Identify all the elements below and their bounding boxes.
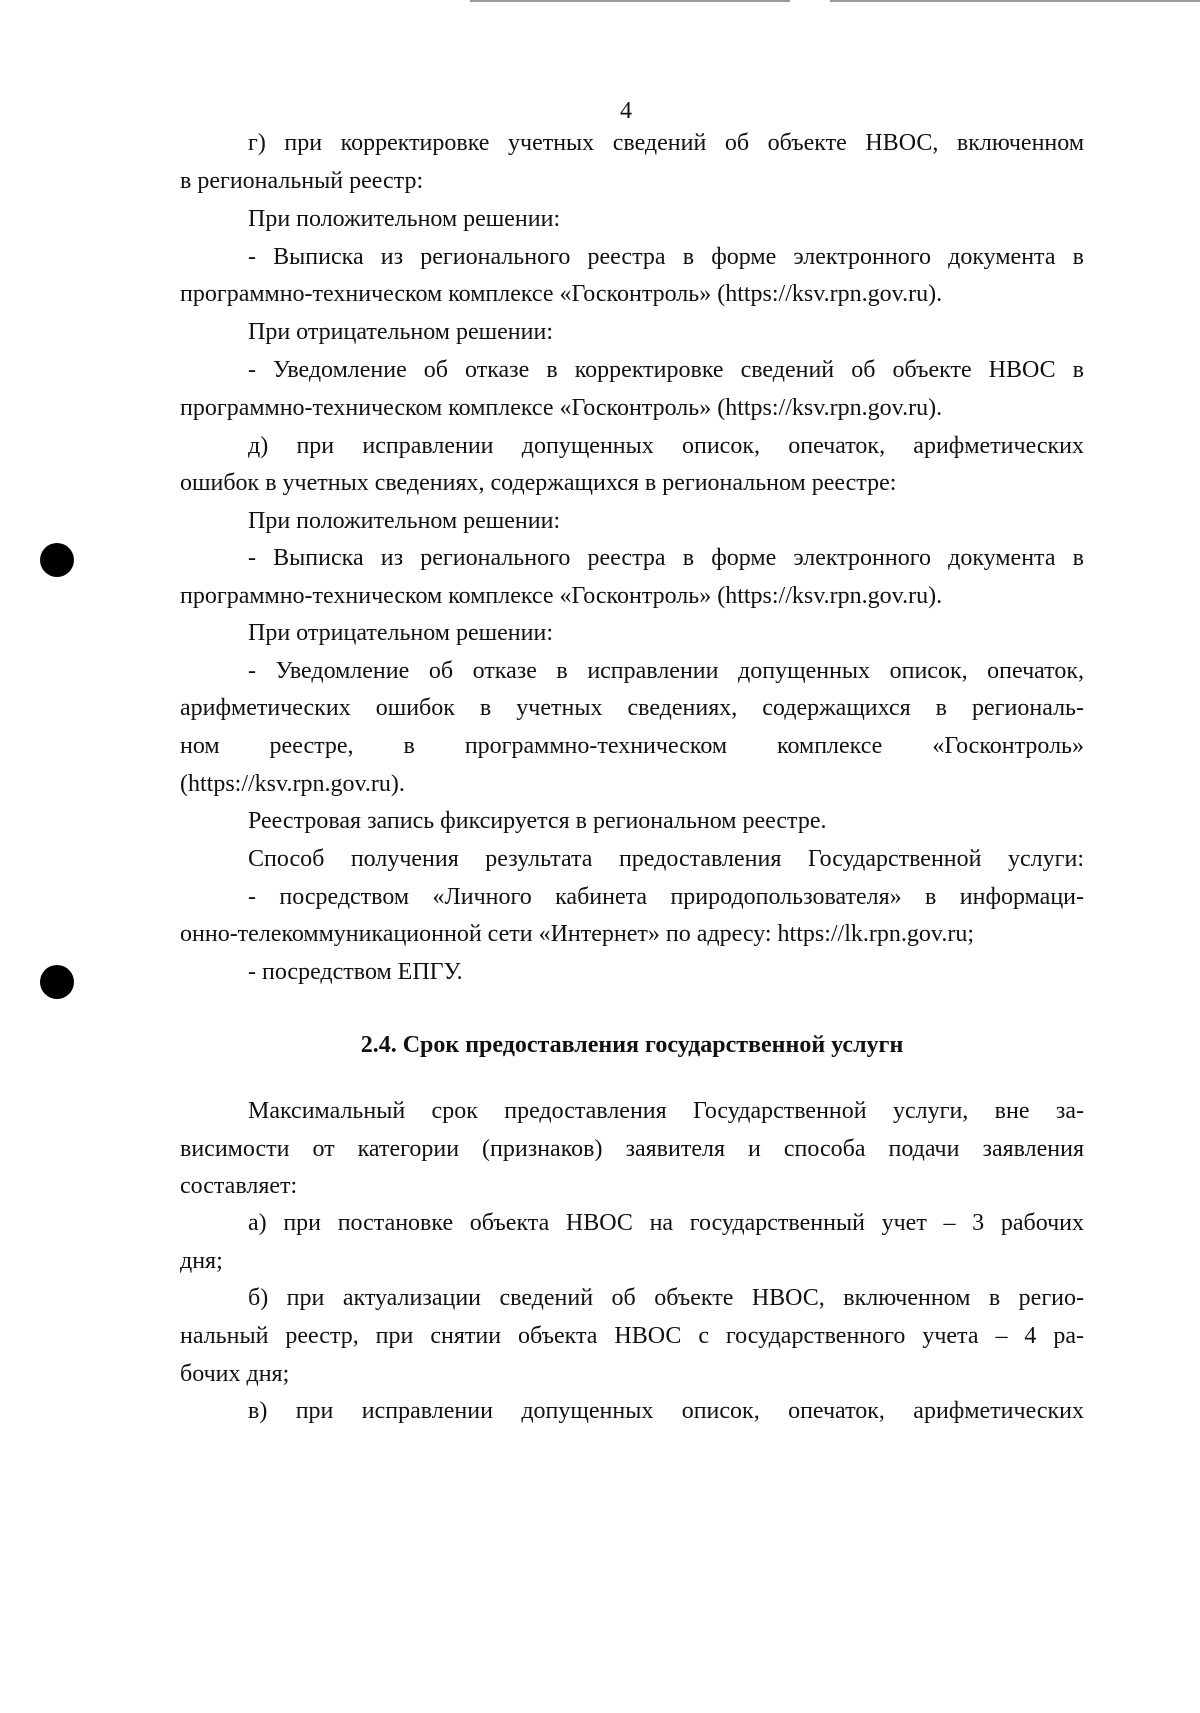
text-line: г) при корректировке учетных сведений об объекте НВОС, включенном bbox=[248, 130, 1084, 156]
text-line: составляет: bbox=[180, 1173, 298, 1199]
text-line: д) при исправлении допущенных описок, опечаток, арифметических bbox=[248, 433, 1084, 459]
section-heading: 2.4. Срок предоставления государственной услугн bbox=[360, 1032, 904, 1058]
punch-hole bbox=[40, 965, 74, 999]
text-line: программно-техническом комплексе «Госконтроль» (https://ksv.rpn.gov.ru). bbox=[180, 583, 943, 609]
text-line: При отрицательном решении: bbox=[248, 620, 553, 646]
text-line: программно-техническом комплексе «Госконтроль» (https://ksv.rpn.gov.ru). bbox=[180, 281, 943, 307]
text-line: - посредством ЕПГУ. bbox=[248, 959, 463, 985]
text-line: в) при исправлении допущенных описок, опечаток, арифметических bbox=[248, 1398, 1084, 1424]
text-line: онно-телекоммуникационной сети «Интернет» по адресу: https://lk.rpn.gov.ru; bbox=[180, 921, 974, 947]
top-rule bbox=[470, 0, 790, 2]
text-line: - Уведомление об отказе в корректировке сведений об объекте НВОС в bbox=[248, 357, 1084, 383]
punch-hole bbox=[40, 543, 74, 577]
text-line: При положительном решении: bbox=[248, 206, 561, 232]
text-line: арифметических ошибок в учетных сведениях, содержащихся в региональ- bbox=[180, 695, 1084, 721]
page-number: 4 bbox=[620, 98, 632, 124]
text-line: (https://ksv.rpn.gov.ru). bbox=[180, 771, 405, 797]
text-line: висимости от категории (признаков) заявителя и способа подачи заявления bbox=[180, 1136, 1084, 1162]
text-line: в региональный реестр: bbox=[180, 168, 424, 194]
text-line: ном реестре, в программно-техническом комплексе «Госконтроль» bbox=[180, 733, 1084, 759]
text-line: - посредством «Личного кабинета природопользователя» в информаци- bbox=[248, 884, 1084, 910]
text-line: При отрицательном решении: bbox=[248, 319, 553, 345]
text-line: При положительном решении: bbox=[248, 508, 561, 534]
text-line: - Выписка из регионального реестра в форме электронного документа в bbox=[248, 545, 1084, 571]
top-rule bbox=[830, 0, 1200, 2]
text-line: Реестровая запись фиксируется в региональном реестре. bbox=[248, 808, 827, 834]
text-line: нальный реестр, при снятии объекта НВОС с государственного учета – 4 ра- bbox=[180, 1323, 1084, 1349]
text-line: а) при постановке объекта НВОС на государственный учет – 3 рабочих bbox=[248, 1210, 1084, 1236]
text-line: б) при актуализации сведений об объекте НВОС, включенном в регио- bbox=[248, 1285, 1084, 1311]
text-line: Максимальный срок предоставления Государственной услуги, вне за- bbox=[248, 1098, 1084, 1124]
text-line: дня; bbox=[180, 1248, 223, 1274]
text-line: бочих дня; bbox=[180, 1361, 290, 1387]
text-line: ошибок в учетных сведениях, содержащихся в региональном реестре: bbox=[180, 470, 897, 496]
text-line: - Уведомление об отказе в исправлении допущенных описок, опечаток, bbox=[248, 658, 1084, 684]
text-line: Способ получения результата предоставления Государственной услуги: bbox=[248, 846, 1084, 872]
text-line: - Выписка из регионального реестра в форме электронного документа в bbox=[248, 244, 1084, 270]
text-line: программно-техническом комплексе «Госконтроль» (https://ksv.rpn.gov.ru). bbox=[180, 395, 943, 421]
